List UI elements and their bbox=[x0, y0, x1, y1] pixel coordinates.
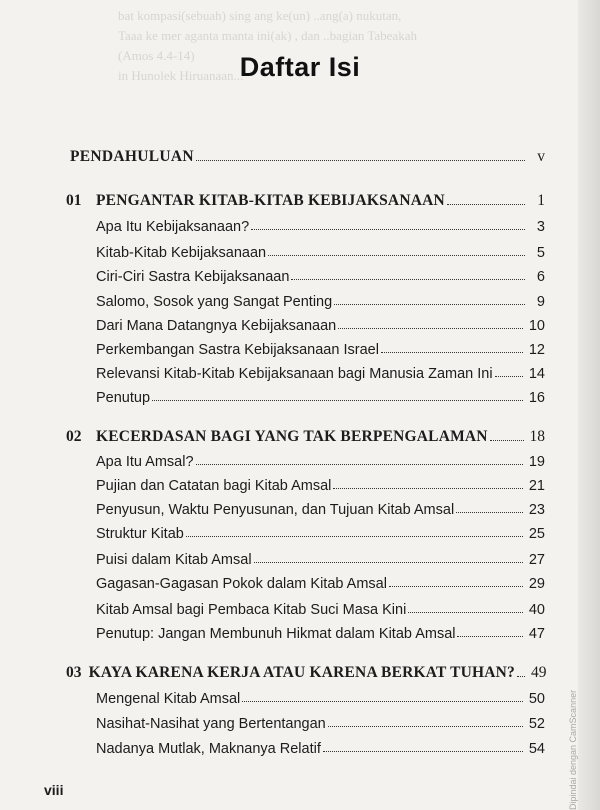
dot-leader bbox=[186, 536, 523, 537]
toc-entry[interactable] bbox=[96, 448, 545, 470]
dot-leader bbox=[251, 229, 525, 230]
toc-page-number: 29 bbox=[528, 576, 545, 592]
toc-page-number: 23 bbox=[528, 502, 545, 518]
toc-entry[interactable] bbox=[96, 735, 545, 757]
chapter-number: 03 bbox=[66, 664, 82, 681]
toc-entry[interactable] bbox=[96, 239, 545, 261]
toc-entry[interactable] bbox=[96, 520, 545, 542]
dot-leader bbox=[254, 562, 523, 563]
toc-page-number: 47 bbox=[528, 626, 545, 642]
toc-label: Apa Itu Amsal? bbox=[96, 454, 194, 470]
toc-chapter-01[interactable] bbox=[66, 188, 545, 210]
toc-entry[interactable] bbox=[96, 620, 545, 642]
toc-entry[interactable] bbox=[96, 336, 545, 358]
toc-page-number: 50 bbox=[528, 691, 545, 707]
toc-label: Gagasan-Gagasan Pokok dalam Kitab Amsal bbox=[96, 576, 387, 592]
toc-label: Penutup bbox=[96, 390, 151, 406]
toc-page-number: 18 bbox=[529, 428, 545, 445]
toc-label: Puisi dalam Kitab Amsal bbox=[96, 552, 252, 568]
ghost-line: in Hunolek Hiruanaan... bbox=[118, 68, 244, 83]
dot-leader bbox=[328, 726, 523, 727]
dot-leader bbox=[490, 440, 524, 441]
toc-page-number: 52 bbox=[528, 716, 545, 732]
dot-leader bbox=[268, 255, 525, 256]
toc-label: Nasihat-Nasihat yang Bertentangan bbox=[96, 716, 326, 732]
toc-label: Penutup: Jangan Membunuh Hikmat dalam Kitab Amsal bbox=[96, 626, 456, 642]
toc-label: Kitab-Kitab Kebijaksanaan bbox=[96, 245, 267, 261]
toc-entry[interactable] bbox=[96, 546, 545, 568]
toc-page-number: 25 bbox=[528, 526, 545, 542]
toc-entry[interactable] bbox=[96, 496, 545, 518]
dot-leader bbox=[333, 488, 522, 489]
ghost-line: bat kompasi(sebuah) sing ang ke(un) ..ang(a) nukutan, bbox=[118, 8, 402, 23]
ghost-line: (Amos 4.4-14) bbox=[118, 48, 195, 63]
toc-label: KAYA KARENA KERJA ATAU KARENA BERKAT TUHAN? bbox=[88, 664, 515, 681]
toc-intro[interactable] bbox=[70, 144, 545, 166]
toc-label: Penyusun, Waktu Penyusunan, dan Tujuan Kitab Amsal bbox=[96, 502, 455, 518]
dot-leader bbox=[196, 160, 525, 161]
dot-leader bbox=[338, 328, 523, 329]
dot-leader bbox=[447, 204, 525, 205]
toc-chapter-02[interactable] bbox=[66, 424, 545, 446]
toc-page-number: 3 bbox=[536, 219, 545, 235]
dot-leader bbox=[152, 400, 523, 401]
toc-label: Salomo, Sosok yang Sangat Penting bbox=[96, 294, 333, 310]
toc-page-number: 27 bbox=[528, 552, 545, 568]
toc-entry[interactable] bbox=[96, 710, 545, 732]
toc-label: PENDAHULUAN bbox=[70, 148, 194, 165]
toc-entry[interactable] bbox=[96, 360, 545, 382]
toc-entry[interactable] bbox=[96, 213, 545, 235]
toc-label: Pujian dan Catatan bagi Kitab Amsal bbox=[96, 478, 332, 494]
toc-label: Relevansi Kitab-Kitab Kebijaksanaan bagi Manusia Zaman Ini bbox=[96, 366, 493, 382]
dot-leader bbox=[456, 512, 523, 513]
toc-page-number: 9 bbox=[536, 294, 545, 310]
toc-page-number: 12 bbox=[528, 342, 545, 358]
toc-label: Apa Itu Kebijaksanaan? bbox=[96, 219, 250, 235]
page-title: Daftar Isi bbox=[239, 52, 361, 82]
toc-entry[interactable] bbox=[96, 570, 545, 592]
dot-leader bbox=[408, 612, 523, 613]
chapter-number: 01 bbox=[66, 192, 82, 209]
toc-page-number: 14 bbox=[528, 366, 545, 382]
toc-page-number: 49 bbox=[531, 664, 547, 681]
dot-leader bbox=[242, 701, 523, 702]
dot-leader bbox=[323, 751, 523, 752]
dot-leader bbox=[291, 279, 525, 280]
toc-label: Ciri-Ciri Sastra Kebijaksanaan bbox=[96, 269, 290, 285]
toc-page-number: 5 bbox=[536, 245, 545, 261]
toc-page-number: 19 bbox=[528, 454, 545, 470]
toc-entry[interactable] bbox=[96, 596, 545, 618]
toc-page-number: 21 bbox=[528, 478, 545, 494]
toc-label: Mengenal Kitab Amsal bbox=[96, 691, 241, 707]
toc-page-number: v bbox=[537, 148, 545, 165]
toc-page-number: 54 bbox=[528, 741, 545, 757]
ghost-line: Taaa ke mer aganta manta ini(ak) , dan ..bagian Tabeakah bbox=[118, 28, 417, 43]
dot-leader bbox=[389, 586, 523, 587]
dot-leader bbox=[517, 676, 525, 677]
toc-page-number: 16 bbox=[528, 390, 545, 406]
dot-leader bbox=[381, 352, 523, 353]
dot-leader bbox=[334, 304, 525, 305]
toc-entry[interactable] bbox=[96, 312, 545, 334]
toc-page-number: 1 bbox=[537, 192, 545, 209]
chapter-number: 02 bbox=[66, 428, 82, 445]
scanner-watermark: Dipindai dengan CamScanner bbox=[568, 689, 578, 810]
toc-page-number: 40 bbox=[528, 602, 545, 618]
dot-leader bbox=[495, 376, 523, 377]
toc-label: PENGANTAR KITAB-KITAB KEBIJAKSANAAN bbox=[96, 192, 445, 209]
toc-label: KECERDASAN BAGI YANG TAK BERPENGALAMAN bbox=[96, 428, 488, 445]
toc-page-number: 10 bbox=[528, 318, 545, 334]
toc-entry[interactable] bbox=[96, 288, 545, 310]
toc-label: Perkembangan Sastra Kebijaksanaan Israel bbox=[96, 342, 379, 358]
toc-label: Struktur Kitab bbox=[96, 526, 184, 542]
dot-leader bbox=[457, 636, 522, 637]
toc-label: Kitab Amsal bagi Pembaca Kitab Suci Masa Kini bbox=[96, 602, 407, 618]
toc-page-number: 6 bbox=[536, 269, 545, 285]
page-number: viii bbox=[44, 782, 64, 798]
toc-label: Dari Mana Datangnya Kebijaksanaan bbox=[96, 318, 337, 334]
toc-entry[interactable] bbox=[96, 685, 545, 707]
toc-entry[interactable] bbox=[96, 263, 545, 285]
toc-chapter-03[interactable] bbox=[66, 660, 545, 682]
dot-leader bbox=[196, 464, 523, 465]
toc-label: Nadanya Mutlak, Maknanya Relatif bbox=[96, 741, 321, 757]
toc-entry[interactable] bbox=[96, 472, 545, 494]
toc-entry[interactable] bbox=[96, 384, 545, 406]
